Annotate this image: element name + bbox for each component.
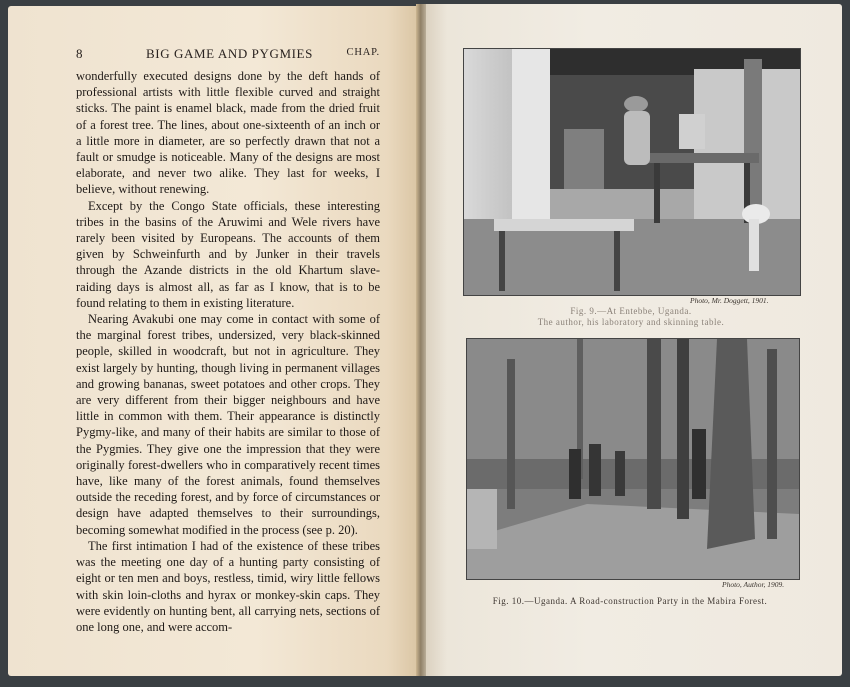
book-gutter [416, 4, 426, 676]
figure-9-caption: Fig. 9.—At Entebbe, Uganda. [570, 306, 692, 316]
photo-mabira-forest [466, 338, 800, 580]
photo-credit-1: Photo, Mr. Doggett, 1901. [690, 296, 769, 305]
forest-scene-illustration [467, 339, 799, 579]
page-number: 8 [76, 46, 83, 61]
paragraph-2: Except by the Congo State officials, these interesting tribes in the basins of the Aruwimi and Wele rivers have rarely been visited by Europeans. The accounts of them given by Schweinfurth and by Junker in their travels through the Azande districts in the old Khartum slave-raiding days is almost all, as far as I know, that is to be found relating to them in existing literature. [76, 198, 380, 310]
photo-entebbe-laboratory [463, 48, 801, 296]
photo-credit-2: Photo, Author, 1909. [722, 580, 785, 589]
chap-label: CHAP. [346, 47, 380, 58]
paragraph-4: The first intimation I had of the existence of these tribes was the meeting one day of a hunting party consisting of eight or ten men and boys, restless, timid, wiry little fellows with skin loin-cloths and hyrax or monkey-skin caps. They were evidently on hunting bent, all carrying nets, sections of one long one, and were accom- [76, 538, 380, 634]
paragraph-3: Nearing Avakubi one may come in contact with some of the marginal forest tribes, undersized, very black-skinned people, skilled in woodcraft, but not in agriculture. They exist largely by hunting, though living in permanent villages and growing bananas, sweet potatoes and other crops. They are very different from their bigger neighbours and have little in common with them. Their appearance is distinctly Pygmy-like, and many of their habits are similar to those of the Pygmies. They give one the impression that they were originally forest-dwellers who in comparatively recent times have, like many of the forest animals, found themselves outside the receding forest, and by force of circumstances or design have adapted themselves to their surroundings, becoming somewhat modified in the process (see p. 20). [76, 312, 380, 537]
running-title: BIG GAME AND PYGMIES [146, 46, 313, 61]
figure-9-subcaption: The author, his laboratory and skinning table. [537, 317, 725, 327]
laboratory-scene-illustration [464, 49, 800, 295]
figure-10-caption: Fig. 10.—Uganda. A Road-construction Party in the Mabira Forest. [492, 596, 768, 606]
body-text [76, 68, 380, 635]
running-head [76, 46, 380, 64]
paragraph-1: wonderfully executed designs done by the deft hands of professional artists with little flexible curved and straight sticks. The paint is enamel black, made from the dried fruit of a forest tree. The lines, about one-sixteenth of an inch or a little more in diameter, are so perfectly drawn that not a fault or smudge is noticeable. Many of the designs are most elaborate, and never two alike. They last for weeks, I believe, without renewing. [76, 69, 380, 197]
